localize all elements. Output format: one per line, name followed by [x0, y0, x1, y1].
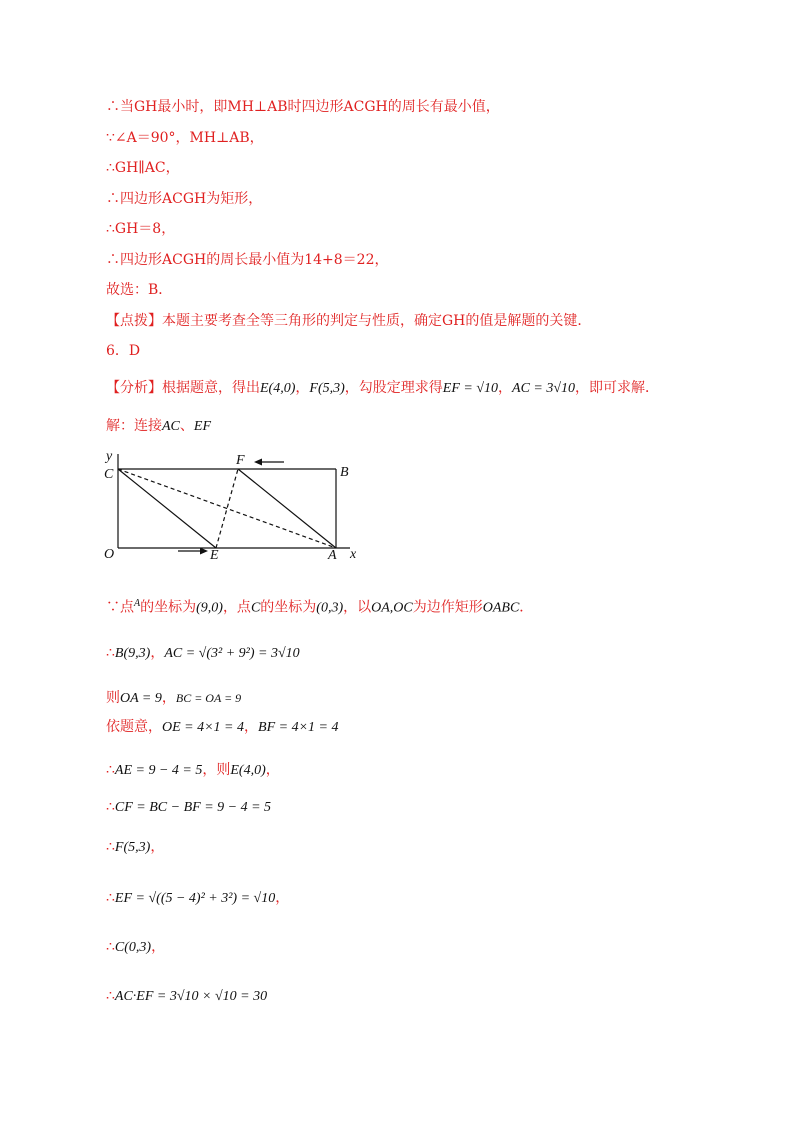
math-OA: OA = 9	[120, 691, 162, 706]
given-text-4: 的坐标为	[260, 599, 317, 616]
solution-connect-text: 解：连接	[106, 418, 162, 434]
math-F-result: F(5,3)	[114, 840, 151, 855]
therefore-3: ∴	[106, 799, 115, 815]
therefore-5: ∴	[106, 890, 115, 906]
sep-14: ，	[161, 690, 176, 706]
coordinate-figure	[100, 446, 370, 566]
sep-16: ，	[265, 762, 280, 778]
therefore-2: ∴	[106, 762, 115, 778]
label-O: O	[104, 547, 115, 562]
label-A: A	[328, 548, 337, 563]
math-BC: BC = OA = 9	[175, 691, 242, 705]
math-OA-OC: OA,OC	[371, 600, 413, 616]
math-B-coord: B(9,3)	[114, 646, 151, 661]
given-text-7: ．	[519, 599, 534, 616]
math-BF: BF = 4×1 = 4	[258, 720, 339, 735]
given-text-3: ，点	[222, 599, 251, 616]
math-EF-label: EF	[193, 419, 211, 434]
step-OA-BC-line	[106, 688, 241, 709]
sep-15: ，	[244, 719, 259, 735]
step-OE-BF-line	[106, 717, 338, 738]
solution-connect-line	[106, 416, 211, 437]
text-line-4: ∴四边形ACGH为矩形，	[106, 191, 263, 207]
sep-19: ，	[275, 890, 290, 906]
given-text-6: 为边作矩形	[412, 599, 483, 616]
step-AE-line	[106, 760, 280, 781]
math-C-coord: (0,3)	[316, 600, 344, 616]
math-E-coord: E(4,0)	[260, 381, 296, 396]
given-text-2: 的坐标为	[140, 599, 197, 616]
by-condition-text: 依题意，	[106, 719, 162, 735]
analysis-text-2: ，勾股定理求得	[344, 380, 443, 396]
analysis-sep-2: ，	[498, 380, 513, 396]
therefore-4: ∴	[106, 839, 115, 855]
given-text-5: ，以	[343, 599, 372, 616]
analysis-line	[106, 378, 659, 399]
then-text-2: ，则	[202, 762, 231, 778]
step-B-AC-line	[106, 643, 300, 664]
step-CF-line	[106, 797, 271, 818]
sep-20: ，	[151, 939, 166, 955]
therefore-7: ∴	[106, 988, 115, 1004]
math-AC-calc: AC = √(3² + 9²) = 3√10	[164, 646, 300, 661]
step-product-line	[106, 986, 267, 1007]
math-C-point: C	[250, 600, 261, 616]
math-F-coord: F(5,3)	[309, 381, 345, 396]
text-line-8: 【点拨】本题主要考查全等三角形的判定与性质，确定GH的值是解题的关键．	[106, 313, 592, 329]
label-C: C	[104, 467, 114, 482]
label-x: x	[350, 547, 357, 562]
solution-connect-sep: 、	[179, 418, 194, 434]
math-EF-calc: EF = √((5 − 4)² + 3²) = √10	[114, 891, 276, 906]
then-text: 则	[106, 690, 120, 706]
analysis-text-3: ，即可求解．	[575, 380, 660, 396]
segment-CE	[118, 469, 216, 548]
math-AE: AE = 9 − 4 = 5	[114, 763, 203, 778]
given-coords-line	[106, 594, 533, 619]
text-line-7: 故选：B．	[106, 282, 173, 298]
sep-18: ，	[150, 839, 165, 855]
math-OE: OE = 4×1 = 4	[162, 720, 245, 735]
text-line-2: ∵∠A＝90°，MH⊥AB，	[106, 130, 264, 146]
analysis-text-1: 【分析】根据题意，得出	[106, 380, 260, 396]
label-y: y	[106, 449, 113, 464]
math-CF: CF = BC − BF = 9 − 4 = 5	[114, 800, 272, 815]
given-text-1: ∵点	[106, 599, 134, 616]
therefore-1: ∴	[106, 645, 115, 661]
math-product: AC·EF = 3√10 × √10 = 30	[114, 989, 268, 1004]
text-line-1: ∴当GH最小时，即MH⊥AB时四边形ACGH的周长有最小值，	[106, 99, 500, 115]
math-AC-label: AC	[162, 419, 180, 434]
analysis-sep-1: ，	[295, 380, 310, 396]
math-EF: EF = √10	[442, 381, 499, 396]
math-OABC: OABC	[482, 600, 520, 616]
segment-AC-dashed	[118, 469, 336, 548]
therefore-6: ∴	[106, 939, 115, 955]
math-C-result: C(0,3)	[114, 940, 152, 955]
text-line-5: ∴GH＝8，	[106, 221, 176, 237]
text-line-6: ∴四边形ACGH的周长最小值为14+8＝22，	[106, 252, 389, 268]
label-E: E	[210, 548, 219, 563]
label-B: B	[340, 465, 349, 480]
segment-FA	[238, 469, 336, 548]
math-E-result: E(4,0)	[230, 763, 266, 778]
math-AC: AC = 3√10	[512, 381, 576, 396]
text-line-3: ∴GH∥AC，	[106, 160, 180, 176]
sep-13: ，	[150, 645, 165, 661]
step-F-line	[106, 837, 164, 858]
label-F: F	[236, 453, 245, 468]
step-EF-line	[106, 888, 289, 909]
answer-heading: 6．D	[106, 343, 141, 359]
math-A-coord: (9,0)	[196, 600, 223, 616]
step-C-line	[106, 937, 165, 958]
math-A-point: A	[134, 598, 141, 609]
arrow-left-icon	[254, 459, 262, 466]
